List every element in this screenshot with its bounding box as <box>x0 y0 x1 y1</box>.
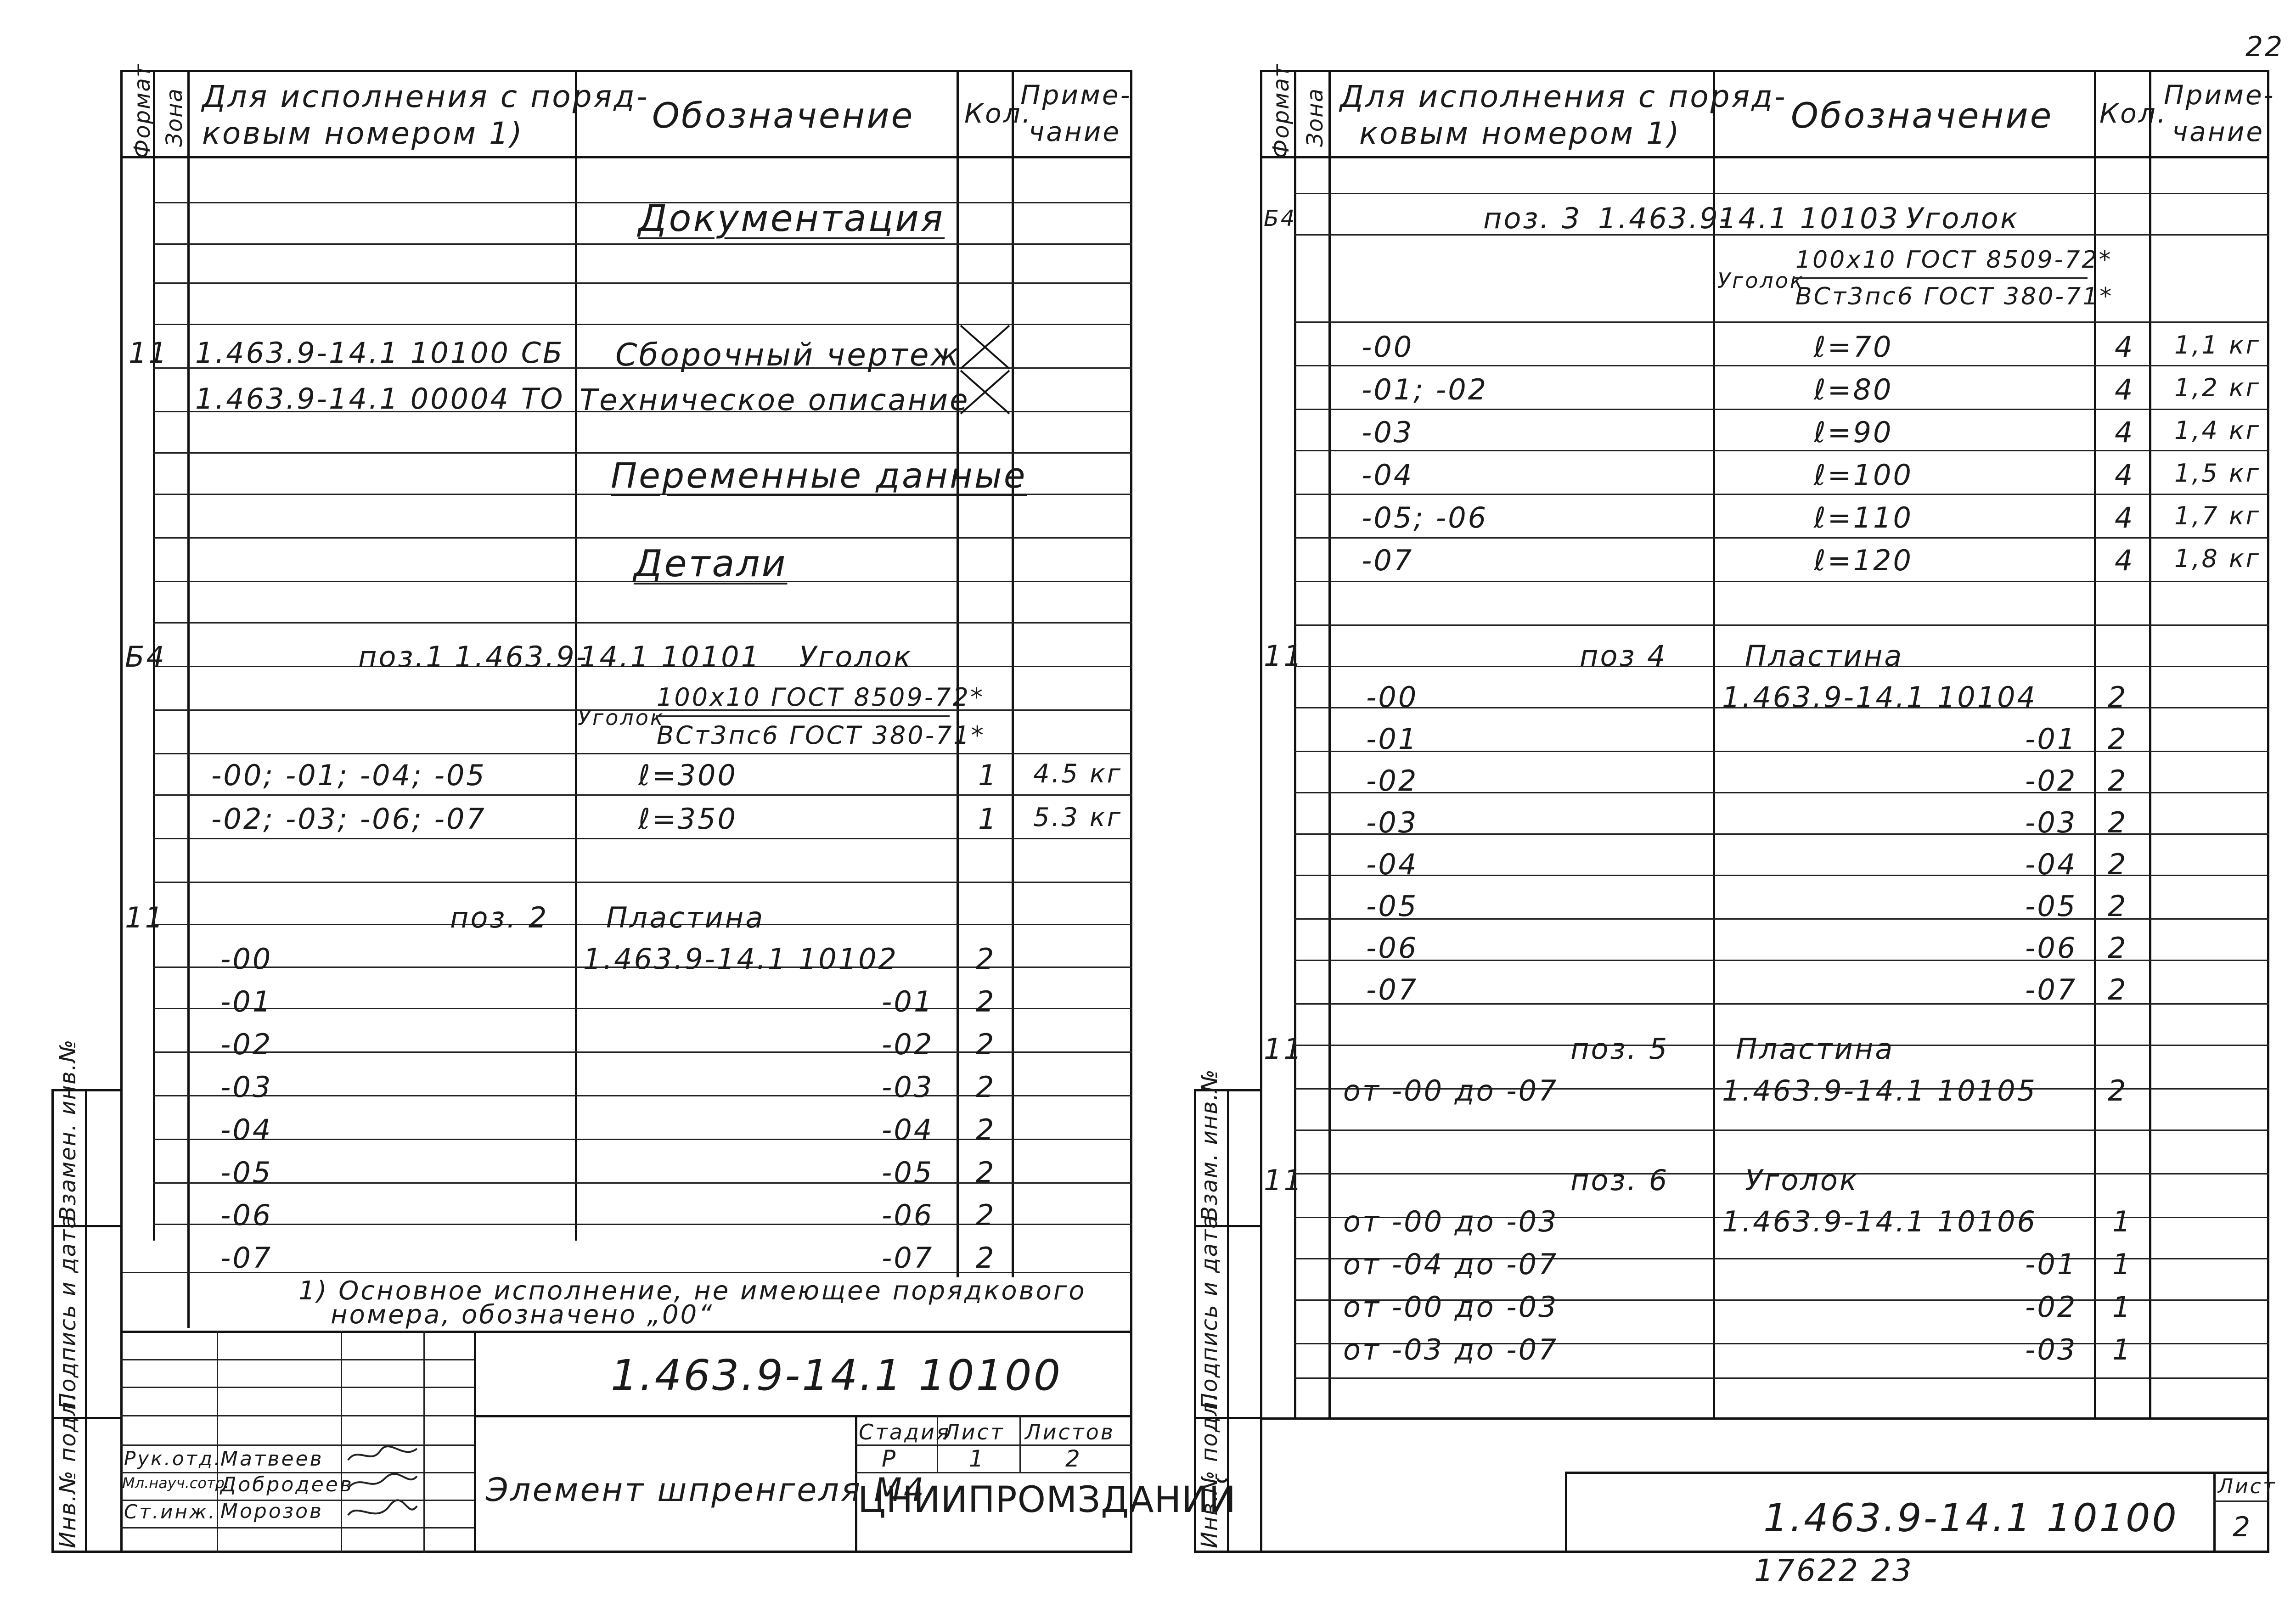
poz3-profile-den: ВСт3пс6 ГОСТ 380-71* <box>1795 283 2114 310</box>
section-variable-data: Переменные данные <box>611 455 1027 496</box>
poz2-row-designation: -05 <box>882 1156 934 1189</box>
row-line <box>153 882 1132 883</box>
doc1-execution: 1.463.9-14.1 10100 СБ <box>195 336 564 370</box>
poz2-row-designation: -03 <box>882 1070 934 1104</box>
poz2-format: 11 <box>125 901 165 934</box>
poz4-row-execution: -03 <box>1366 806 1418 839</box>
poz3-row-designation: ℓ=110 <box>1814 501 1913 534</box>
stamp-doc-number: 1.463.9-14.1 10100 <box>611 1351 1063 1400</box>
row-line <box>120 1415 474 1416</box>
side-label-signature: Подпись и дата <box>55 1214 81 1410</box>
poz1-profile-num: 100x10 ГОСТ 8509-72* <box>657 683 985 712</box>
poz3-row-designation: ℓ=100 <box>1814 458 1913 492</box>
poz2-row-execution: -04 <box>220 1113 273 1146</box>
poz4-format: 11 <box>1264 639 1304 673</box>
poz6-row-designation: -03 <box>2025 1333 2077 1366</box>
poz2-row-qty: 2 <box>976 1113 996 1146</box>
stamp-name-1: Матвеев <box>220 1447 324 1471</box>
poz1-profile-den: ВСт3пс6 ГОСТ 380-71* <box>657 721 985 750</box>
poz1-row-execution: -00; -01; -04; -05 <box>211 759 486 792</box>
poz2-row-qty: 2 <box>976 942 996 976</box>
poz4-row-execution: -06 <box>1366 931 1418 965</box>
poz2-pos: поз. 2 <box>450 901 549 934</box>
poz3-row-qty: 4 <box>2115 330 2135 364</box>
col-note-header-l1: Приме- <box>1020 79 1132 111</box>
row-line <box>153 622 1132 624</box>
poz5-pos: поз. 5 <box>1570 1032 1669 1066</box>
stamp-stage: Р <box>882 1445 898 1472</box>
poz5-row-designation: 1.463.9-14.1 10105 <box>1722 1074 2037 1107</box>
poz1-row-designation: ℓ=350 <box>638 802 737 836</box>
poz3-row-note: 1,2 кг <box>2174 373 2261 402</box>
poz4-row-qty: 2 <box>2108 722 2128 756</box>
poz3-row-designation: ℓ=120 <box>1814 544 1913 577</box>
side-label-replace: Взамен. инв.№ <box>55 1039 81 1221</box>
poz3-row-execution: -07 <box>1362 544 1414 577</box>
stamp-name-2: Добродеев <box>220 1473 354 1496</box>
poz3-profile-num: 100x10 ГОСТ 8509-72* <box>1795 246 2113 274</box>
poz3-code-b: 14.1 10103 <box>1718 202 1900 235</box>
poz2-row-execution: -03 <box>220 1070 273 1104</box>
footnote-line2: номера, обозначено „00“ <box>331 1300 714 1330</box>
poz3-row-qty: 4 <box>2115 458 2135 492</box>
stamp-role-3: Ст.инж. <box>124 1500 217 1523</box>
poz3-row-execution: -04 <box>1362 458 1414 492</box>
poz4-row-execution: -00 <box>1366 680 1418 714</box>
poz1-row-qty: 1 <box>978 759 998 792</box>
poz4-row-designation: -07 <box>2025 973 2077 1006</box>
poz3-row-execution: -01; -02 <box>1362 373 1488 406</box>
stamp-role-1: Рук.отд. <box>124 1447 222 1470</box>
col-zone-header: Зона <box>162 88 187 147</box>
row-line <box>1294 624 2269 626</box>
poz6-row-qty: 1 <box>2112 1290 2133 1324</box>
stamp-name-3: Морозов <box>220 1500 323 1523</box>
poz2-row-designation: -04 <box>882 1113 934 1146</box>
stamp-org: ЦНИИПРОМЗДАНИЙ <box>858 1479 1236 1521</box>
row-line <box>153 282 1132 284</box>
right-col-execution-header-l1: Для исполнения с поряд- <box>1340 79 1787 114</box>
row-line <box>120 1387 474 1388</box>
signatures-image <box>343 1442 422 1534</box>
poz2-row-qty: 2 <box>976 1028 996 1061</box>
poz2-row-execution: -05 <box>220 1156 273 1189</box>
row-line <box>120 1359 474 1360</box>
poz5-format: 11 <box>1264 1032 1304 1066</box>
row-line <box>1294 537 2269 539</box>
poz3-row-note: 1,4 кг <box>2174 416 2261 445</box>
poz2-row-qty: 2 <box>976 985 996 1018</box>
row-line <box>120 1272 153 1273</box>
right-side-label-signature: Подпись и дата <box>1197 1214 1222 1410</box>
stamp-sheets-label: Листов <box>1025 1420 1115 1444</box>
poz4-row-designation: -06 <box>2025 931 2077 965</box>
archive-number: 17622 23 <box>1754 1553 1913 1588</box>
poz6-row-execution: от -03 до -07 <box>1343 1333 1559 1366</box>
poz4-row-designation: -03 <box>2025 806 2077 839</box>
poz2-row-designation: -07 <box>882 1241 934 1275</box>
doc2-designation: Техническое описание <box>580 383 970 417</box>
stamp-title: Элемент шпренгеля М4 <box>486 1471 926 1509</box>
right-stamp-doc-number: 1.463.9-14.1 10100 <box>1763 1495 2178 1540</box>
right-side-label-inv: Инв.№ подл. <box>1197 1393 1222 1548</box>
poz1-profile-label: Уголок <box>578 705 665 730</box>
poz2-row-execution: -06 <box>220 1198 273 1232</box>
poz6-row-designation: -02 <box>2025 1290 2077 1324</box>
poz4-row-qty: 2 <box>2108 764 2128 798</box>
poz6-pos: поз. 6 <box>1570 1163 1669 1197</box>
poz6-row-execution: от -00 до -03 <box>1343 1290 1559 1324</box>
poz6-row-execution: от -04 до -07 <box>1343 1248 1559 1281</box>
poz2-row-designation: -06 <box>882 1198 934 1232</box>
right-col-zone-header: Зона <box>1302 88 1328 147</box>
page-number: 22 <box>2245 31 2285 63</box>
row-line <box>1294 193 2269 194</box>
side-label-inv: Инв.№ подл. <box>55 1393 81 1548</box>
poz4-row-designation: -02 <box>2025 764 2077 798</box>
poz4-row-execution: -01 <box>1366 722 1418 756</box>
poz4-row-designation: -04 <box>2025 848 2077 881</box>
poz6-row-execution: от -00 до -03 <box>1343 1205 1559 1238</box>
cross-mark-icon <box>959 324 1011 416</box>
poz3-row-designation: ℓ=90 <box>1814 416 1893 449</box>
poz3-row-designation: ℓ=70 <box>1814 330 1893 364</box>
right-col-note-header-l2: чание <box>2172 116 2265 147</box>
row-line <box>1294 365 2269 366</box>
poz4-row-qty: 2 <box>2108 931 2128 965</box>
poz4-row-qty: 2 <box>2108 973 2128 1006</box>
poz6-row-qty: 1 <box>2112 1333 2133 1366</box>
poz3-row-execution: -03 <box>1362 416 1414 449</box>
poz2-row-qty: 2 <box>976 1241 996 1275</box>
poz3-format: Б4 <box>1264 206 1297 231</box>
poz6-row-qty: 1 <box>2112 1248 2133 1281</box>
section-documentation: Документация <box>638 197 945 240</box>
poz2-row-execution: -02 <box>220 1028 273 1061</box>
col-execution-header-l2: ковым номером 1) <box>202 116 524 151</box>
poz1-row-execution: -02; -03; -06; -07 <box>211 802 486 836</box>
poz2-row-qty: 2 <box>976 1070 996 1104</box>
poz4-row-execution: -07 <box>1366 973 1418 1006</box>
row-line <box>1294 321 2269 323</box>
col-execution-header-l1: Для исполнения с поряд- <box>202 79 649 114</box>
poz1-format: Б4 <box>125 640 166 674</box>
poz1-row-designation: ℓ=300 <box>638 759 737 792</box>
poz3-pos: поз. 3 <box>1483 202 1582 235</box>
right-stamp-sheet: 2 <box>2233 1511 2252 1543</box>
row-line <box>153 537 1132 539</box>
poz4-pos: поз 4 <box>1580 639 1667 673</box>
section-parts: Детали <box>634 542 788 585</box>
poz2-row-designation: -01 <box>882 985 934 1018</box>
poz1-pos: поз.1 <box>358 640 446 674</box>
poz2-row-designation: -02 <box>882 1028 934 1061</box>
poz5-row-execution: от -00 до -07 <box>1343 1074 1559 1107</box>
poz3-row-note: 1,8 кг <box>2174 544 2261 573</box>
poz3-row-qty: 4 <box>2115 501 2135 534</box>
poz3-row-qty: 4 <box>2115 416 2135 449</box>
poz6-row-designation: -01 <box>2025 1248 2077 1281</box>
poz3-profile-label: Уголок <box>1717 268 1805 293</box>
poz2-name: Пластина <box>606 901 765 934</box>
row-line <box>153 452 1132 454</box>
row-line <box>153 838 1132 839</box>
right-col-qty-header: Кол. <box>2099 98 2168 129</box>
poz4-row-designation: 1.463.9-14.1 10104 <box>1722 680 2037 714</box>
poz4-row-qty: 2 <box>2108 889 2128 923</box>
poz3-row-note: 1,5 кг <box>2174 459 2261 488</box>
poz4-row-designation: -05 <box>2025 889 2077 923</box>
stamp-role-2: Мл.науч.сотр. <box>122 1474 230 1492</box>
poz1-code-b: 14.1 10101 <box>580 640 761 674</box>
col-qty-header: Кол. <box>964 98 1033 129</box>
doc1-designation: Сборочный чертеж <box>615 337 961 373</box>
right-col-execution-header-l2: ковым номером 1) <box>1359 116 1681 151</box>
poz3-row-note: 1,1 кг <box>2174 331 2261 360</box>
row-line <box>1294 1129 2269 1131</box>
poz6-row-designation: 1.463.9-14.1 10106 <box>1722 1205 2037 1238</box>
poz4-row-designation: -01 <box>2025 722 2077 756</box>
poz1-row-note: 4.5 кг <box>1033 759 1123 789</box>
row-line <box>1294 494 2269 495</box>
poz3-row-designation: ℓ=80 <box>1814 373 1893 406</box>
row-line <box>1294 1377 2269 1379</box>
footnote-line1: 1) Основное исполнение, не имеющее порядкового <box>298 1276 1086 1306</box>
stamp-stage-label: Стадия <box>859 1420 951 1444</box>
row-line <box>1294 450 2269 451</box>
row-line <box>1294 581 2269 582</box>
row-line <box>1294 409 2269 410</box>
right-side-label-replace: Взам. инв.№ <box>1197 1068 1222 1221</box>
right-col-format-header: Формат <box>1268 63 1294 158</box>
poz2-row-qty: 2 <box>976 1198 996 1232</box>
poz4-row-qty: 2 <box>2108 848 2128 881</box>
poz6-name: Уголок <box>1745 1163 1859 1197</box>
col-format-header: Формат <box>129 63 155 158</box>
right-stamp-sheet-label: Лист <box>2218 1475 2277 1498</box>
poz1-code-a: 1.463.9- <box>455 640 589 674</box>
stamp-sheet-label: Лист <box>944 1420 1005 1444</box>
poz4-row-execution: -02 <box>1366 764 1418 798</box>
poz3-row-qty: 4 <box>2115 373 2135 406</box>
doc1-format: 11 <box>129 336 169 370</box>
poz2-row-qty: 2 <box>976 1156 996 1189</box>
poz2-row-execution: -07 <box>220 1241 273 1275</box>
row-line <box>153 753 1132 754</box>
poz2-row-designation: 1.463.9-14.1 10102 <box>583 942 899 976</box>
poz3-row-execution: -05; -06 <box>1362 501 1488 534</box>
poz3-code-a: 1.463.9- <box>1598 202 1732 235</box>
stamp-sheet: 1 <box>969 1445 985 1472</box>
poz4-row-execution: -04 <box>1366 848 1418 881</box>
col-designation-header: Обозначение <box>652 95 915 136</box>
poz4-row-qty: 2 <box>2108 680 2128 714</box>
poz5-name: Пластина <box>1736 1032 1895 1066</box>
poz2-row-execution: -00 <box>220 942 273 976</box>
poz4-row-execution: -05 <box>1366 889 1418 923</box>
poz2-row-execution: -01 <box>220 985 273 1018</box>
poz3-name: Уголок <box>1906 202 2020 235</box>
poz3-row-note: 1,7 кг <box>2174 501 2261 530</box>
right-col-designation-header: Обозначение <box>1791 95 2054 136</box>
poz6-format: 11 <box>1264 1163 1304 1197</box>
poz1-row-note: 5.3 кг <box>1033 803 1123 832</box>
row-line <box>153 794 1132 796</box>
poz5-row-qty: 2 <box>2108 1074 2128 1107</box>
row-line <box>153 243 1132 245</box>
poz1-row-qty: 1 <box>978 802 998 836</box>
doc2-execution: 1.463.9-14.1 00004 ТО <box>195 382 565 416</box>
poz6-row-qty: 1 <box>2112 1205 2133 1238</box>
poz4-row-qty: 2 <box>2108 806 2128 839</box>
col-note-header-l2: чание <box>1029 116 1121 147</box>
poz1-name: Уголок <box>799 640 913 674</box>
poz4-name: Пластина <box>1745 639 1904 673</box>
poz3-row-execution: -00 <box>1362 330 1414 364</box>
stamp-sheets: 2 <box>1065 1445 1082 1472</box>
poz3-row-qty: 4 <box>2115 544 2135 577</box>
right-col-note-header-l1: Приме- <box>2164 79 2275 111</box>
